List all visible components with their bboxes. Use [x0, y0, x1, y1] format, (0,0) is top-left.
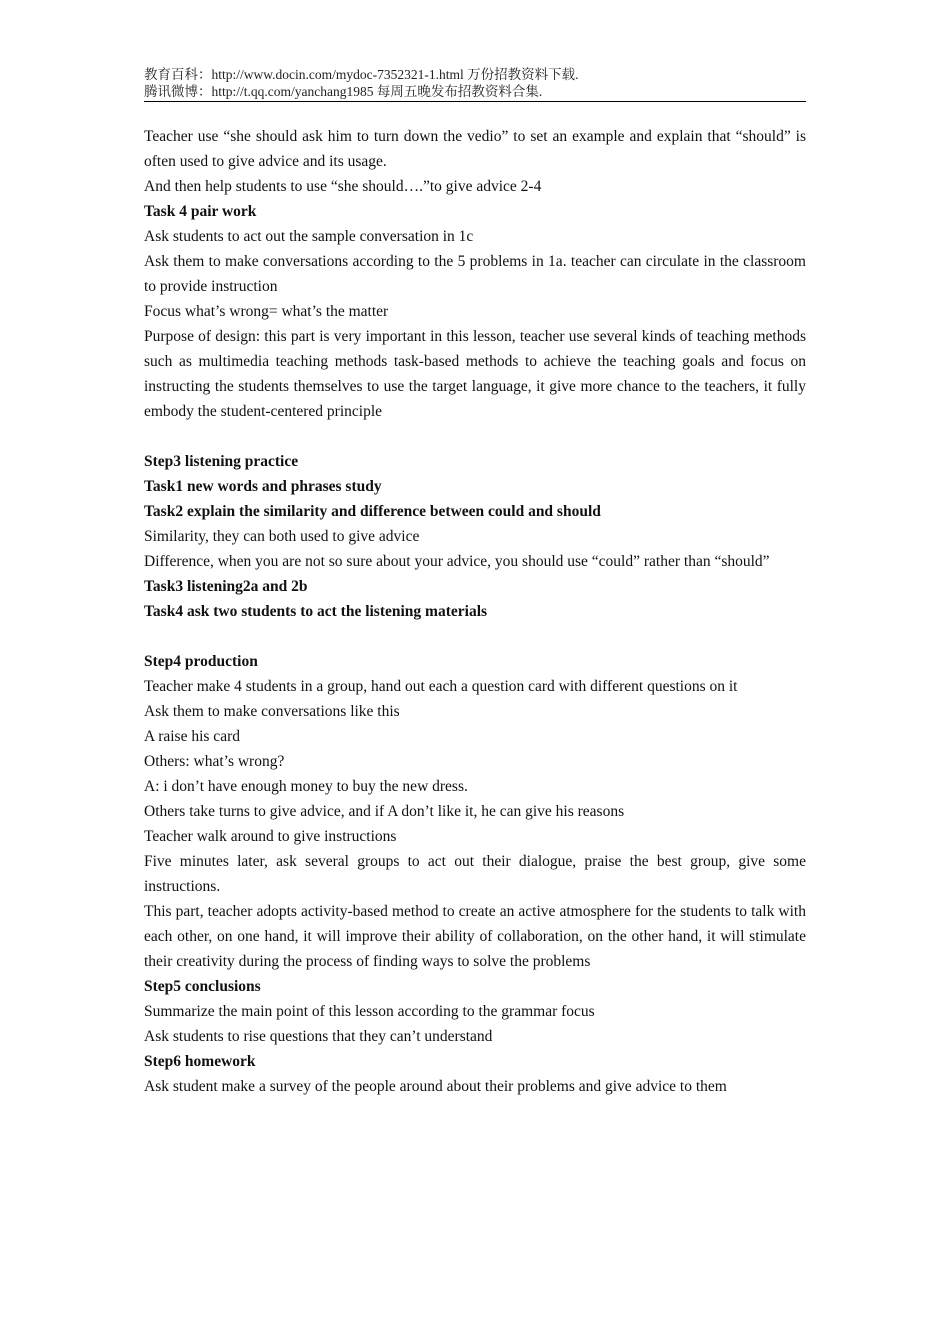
heading-task2-could-should: Task2 explain the similarity and difference between could and should: [144, 503, 601, 520]
paragraph-similarity: Similarity, they can both used to give advice: [144, 528, 420, 545]
heading-step4-production: Step4 production: [144, 653, 258, 670]
header-line-docin: 教育百科：http://www.docin.com/mydoc-7352321-1.html 万份招教资料下载.: [144, 67, 579, 82]
heading-step3-listening: Step3 listening practice: [144, 453, 299, 470]
paragraph-rise-questions: Ask students to rise questions that they can’t understand: [144, 1028, 493, 1045]
spacer: [144, 624, 806, 649]
heading-step6-homework: Step6 homework: [144, 1053, 256, 1070]
heading-step5-conclusions: Step5 conclusions: [144, 978, 261, 995]
paragraph-conversations-like-this: Ask them to make conversations like this: [144, 703, 400, 720]
header-line-weibo: 腾讯微博：http://t.qq.com/yanchang1985 每周五晚发布招教资料合集.: [144, 84, 543, 99]
paragraph-activity-based: This part, teacher adopts activity-based method to create an active atmosphere for the students to talk with each other, on one hand, it will improve their ability of collaboration, on the other hand, it will stimulate their creativity during the process of finding ways to solve the problems: [144, 903, 806, 970]
paragraph-focus: Focus what’s wrong= what’s the matter: [144, 303, 389, 320]
paragraph-five-minutes: Five minutes later, ask several groups to act out their dialogue, praise the best group, give some instructions.: [144, 853, 806, 895]
paragraph-survey: Ask student make a survey of the people around about their problems and give advice to them: [144, 1078, 727, 1095]
paragraph-purpose-of-design: Purpose of design: this part is very important in this lesson, teacher use several kinds of teaching methods such as multimedia teaching methods task-based methods to achieve the teaching goals and focus on instructing the students themselves to use the target language, it give more chance to the teachers, it fully embody the student-centered principle: [144, 328, 806, 420]
heading-task4-act-listening: Task4 ask two students to act the listening materials: [144, 603, 488, 620]
page-header: [144, 66, 806, 102]
paragraph-make-conversations: Ask them to make conversations according to the 5 problems in 1a. teacher can circulate in the classroom to provide instruction: [144, 253, 806, 295]
spacer: [144, 424, 806, 449]
paragraph-raise-card: A raise his card: [144, 728, 240, 745]
paragraph-not-enough-money: A: i don’t have enough money to buy the new dress.: [144, 778, 468, 795]
paragraph-give-advice: And then help students to use “she should….”to give advice 2-4: [144, 178, 542, 195]
heading-task3-listening: Task3 listening2a and 2b: [144, 578, 308, 595]
heading-task1-new-words: Task1 new words and phrases study: [144, 478, 382, 495]
paragraph-take-turns: Others take turns to give advice, and if A don’t like it, he can give his reasons: [144, 803, 625, 820]
paragraph-summarize: Summarize the main point of this lesson according to the grammar focus: [144, 1003, 595, 1020]
paragraph-should-example: Teacher use “she should ask him to turn down the vedio” to set an example and explain that “should” is often used to give advice and its usage.: [144, 128, 806, 170]
paragraph-walk-around: Teacher walk around to give instructions: [144, 828, 397, 845]
document-body: [144, 124, 806, 1099]
paragraph-sample-conversation: Ask students to act out the sample conversation in 1c: [144, 228, 474, 245]
paragraph-difference: Difference, when you are not so sure about your advice, you should use “could” rather than “should”: [144, 553, 770, 570]
heading-task4-pair-work: Task 4 pair work: [144, 203, 257, 220]
paragraph-group-cards: Teacher make 4 students in a group, hand out each a question card with different questions on it: [144, 678, 738, 695]
paragraph-whats-wrong: Others: what’s wrong?: [144, 753, 285, 770]
